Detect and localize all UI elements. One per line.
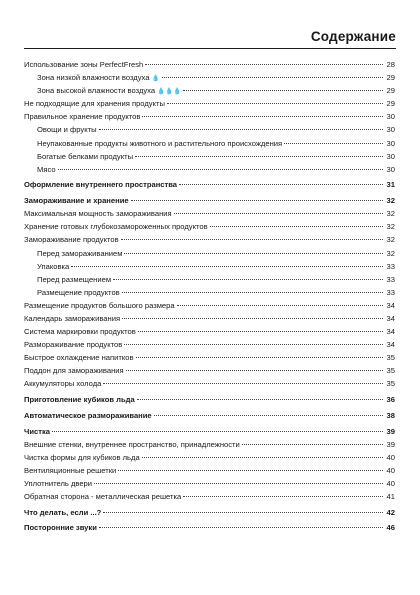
toc-entry-label: Размещение продуктов (37, 287, 120, 297)
toc-entry[interactable] (24, 377, 395, 390)
toc-entry-label: Календарь замораживания (24, 313, 121, 323)
toc-entry[interactable] (24, 299, 395, 312)
toc-entry-label: Вентиляционные решетки (24, 465, 117, 475)
toc-entry[interactable] (24, 425, 395, 438)
toc-entry-page: 35 (386, 379, 395, 389)
toc-entry-label: Богатые белками продукты (37, 151, 134, 161)
toc-entry-page: 34 (386, 300, 395, 310)
toc-entry-page: 35 (386, 366, 395, 376)
dot-leader (162, 77, 383, 78)
toc-entry-label: Посторонние звуки (24, 523, 97, 533)
toc-entry[interactable] (24, 123, 395, 136)
toc-entry[interactable] (24, 490, 395, 503)
toc-entry[interactable] (24, 247, 395, 260)
toc-entry-label: Не подходящие для хранения продукты (24, 99, 165, 109)
dot-leader (167, 103, 383, 104)
humidity-drop-icon: 💧💧💧 (157, 88, 182, 96)
page-title: Содержание (310, 29, 396, 44)
toc-entry[interactable] (24, 58, 395, 71)
toc-entry-page: 35 (386, 353, 395, 363)
toc-entry[interactable] (24, 325, 395, 338)
toc-entry-page: 30 (386, 164, 395, 174)
dot-leader (58, 169, 383, 170)
toc-entry-label: Размораживание продуктов (24, 340, 123, 350)
dot-leader (142, 457, 383, 458)
dot-leader (126, 370, 383, 371)
dot-leader (131, 200, 383, 201)
toc-entry[interactable] (24, 364, 395, 377)
toc-entry-page: 30 (386, 138, 395, 148)
toc-entry-page: 30 (386, 112, 395, 122)
toc-entry-page: 34 (386, 340, 395, 350)
toc-entry-label: Зона высокой влажности воздуха (37, 86, 156, 96)
toc-entry-label: Максимальная мощность замораживания (24, 209, 172, 219)
dot-leader (94, 483, 383, 484)
toc-entry-label: Что делать, если ...? (24, 507, 102, 517)
toc-entry-page: 28 (386, 60, 395, 69)
toc-entry-page: 32 (386, 209, 395, 219)
toc-entry[interactable] (24, 163, 395, 176)
dot-leader (71, 266, 383, 267)
toc-entry[interactable] (24, 312, 395, 325)
toc-entry-label: Размещение продуктов большого размера (24, 300, 175, 310)
toc-entry-label: Поддон для замораживания (24, 366, 124, 376)
toc-entry-page: 40 (386, 478, 395, 488)
toc-entry[interactable] (24, 338, 395, 351)
toc-entry-label: Чистка (24, 426, 50, 436)
toc-entry[interactable] (24, 207, 395, 220)
toc-entry-page: 42 (386, 507, 395, 517)
toc-entry-page: 34 (386, 313, 395, 323)
toc-entry-label: Уплотнитель двери (24, 478, 93, 488)
toc-entry-page: 30 (386, 125, 395, 135)
toc-entry-label: Правильное хранение продуктов (24, 112, 141, 122)
toc-entry-page: 33 (386, 261, 395, 271)
toc-entry-label: Автоматическое размораживание (24, 410, 152, 420)
toc-entry-label: Быстрое охлаждение напитков (24, 353, 134, 363)
dot-leader (210, 226, 383, 227)
dot-leader (284, 143, 383, 144)
toc-entry[interactable] (24, 178, 395, 191)
dot-leader (122, 292, 383, 293)
toc-entry[interactable] (24, 110, 395, 123)
toc-entry[interactable] (24, 438, 395, 451)
toc-entry[interactable] (24, 409, 395, 422)
toc-entry-label: Хранение готовых глубокозамороженных продуктов (24, 222, 208, 232)
dot-leader (124, 253, 383, 254)
toc-entry-page: 40 (386, 465, 395, 475)
toc-entry-page: 32 (386, 248, 395, 258)
toc-entry-page: 32 (386, 196, 395, 206)
page-header (24, 20, 396, 49)
toc-entry-label: Замораживание и хранение (24, 196, 129, 206)
toc-entry-page: 32 (386, 222, 395, 232)
toc-entry[interactable] (24, 194, 395, 207)
toc-entry-page: 39 (386, 426, 395, 436)
toc-entry[interactable] (24, 521, 395, 534)
toc-entry-page: 36 (386, 395, 395, 405)
dot-leader (99, 527, 383, 528)
toc-entry[interactable] (24, 464, 395, 477)
toc-entry[interactable] (24, 137, 395, 150)
toc-entry-page: 39 (386, 439, 395, 449)
toc-entry-page: 33 (386, 287, 395, 297)
toc-entry-page: 29 (386, 86, 395, 96)
toc-entry[interactable] (24, 97, 395, 110)
dot-leader (242, 444, 383, 445)
humidity-drop-icon: 💧 (151, 75, 160, 83)
toc-entry[interactable] (24, 220, 395, 233)
toc-entry-label: Чистка формы для кубиков льда (24, 452, 140, 462)
toc-entry[interactable] (24, 150, 395, 163)
toc-entry-label: Замораживание продуктов (24, 235, 119, 245)
dot-leader (137, 399, 383, 400)
toc-entry[interactable] (24, 451, 395, 464)
toc-entry-page: 41 (386, 491, 395, 501)
toc-entry-page: 32 (386, 235, 395, 245)
toc-entry-page: 46 (386, 523, 395, 533)
toc-entry[interactable] (24, 506, 395, 519)
dot-leader (122, 318, 383, 319)
toc-entry[interactable] (24, 273, 395, 286)
toc-entry[interactable] (24, 71, 395, 84)
dot-leader (142, 116, 383, 117)
toc-entry-label: Перед размещением (37, 274, 112, 284)
dot-leader (177, 305, 383, 306)
toc-entry-page: 31 (386, 180, 395, 190)
toc-entry-label: Использование зоны PerfectFresh (24, 60, 144, 69)
toc-entry[interactable] (24, 286, 395, 299)
toc-entry-page: 29 (386, 73, 395, 83)
dot-leader (136, 357, 383, 358)
dot-leader (145, 64, 383, 65)
toc-entry-page: 34 (386, 327, 395, 337)
toc-entry[interactable] (24, 260, 395, 273)
toc-entry[interactable] (24, 351, 395, 364)
toc-entry[interactable] (24, 477, 395, 490)
dot-leader (124, 344, 383, 345)
dot-leader (183, 496, 383, 497)
toc-entry-label: Приготовление кубиков льда (24, 395, 135, 405)
dot-leader (121, 239, 383, 240)
toc-entry-label: Обратная сторона - металлическая решетка (24, 491, 182, 501)
toc-entry[interactable] (24, 393, 395, 406)
dot-leader (179, 184, 383, 185)
toc-entry[interactable] (24, 84, 395, 97)
toc-entry-label: Система маркировки продуктов (24, 327, 136, 337)
dot-leader (99, 129, 383, 130)
dot-leader (138, 331, 383, 332)
toc-entry-label: Внешние стенки, внутреннее пространство, принадлежности (24, 439, 240, 449)
toc-entry-page: 29 (386, 99, 395, 109)
dot-leader (135, 156, 383, 157)
dot-leader (183, 90, 383, 91)
toc-entry-label: Зона низкой влажности воздуха (37, 73, 150, 83)
toc-entry[interactable] (24, 233, 395, 246)
dot-leader (174, 213, 383, 214)
toc-entry-label: Овощи и фрукты (37, 125, 97, 135)
table-of-contents (24, 58, 395, 534)
dot-leader (113, 279, 383, 280)
toc-entry-page: 30 (386, 151, 395, 161)
toc-entry-label: Неупакованные продукты животного и растительного происхождения (37, 138, 283, 148)
toc-entry-label: Перед замораживанием (37, 248, 123, 258)
toc-entry-page: 38 (386, 410, 395, 420)
toc-entry-page: 40 (386, 452, 395, 462)
toc-entry-page: 33 (386, 274, 395, 284)
toc-entry-label: Оформление внутреннего пространства (24, 180, 178, 190)
toc-entry-label: Упаковка (37, 261, 70, 271)
toc-entry-label: Мясо (37, 164, 56, 174)
dot-leader (52, 431, 383, 432)
dot-leader (154, 415, 383, 416)
dot-leader (103, 383, 383, 384)
toc-entry-label: Аккумуляторы холода (24, 379, 102, 389)
dot-leader (103, 512, 383, 513)
dot-leader (118, 470, 383, 471)
